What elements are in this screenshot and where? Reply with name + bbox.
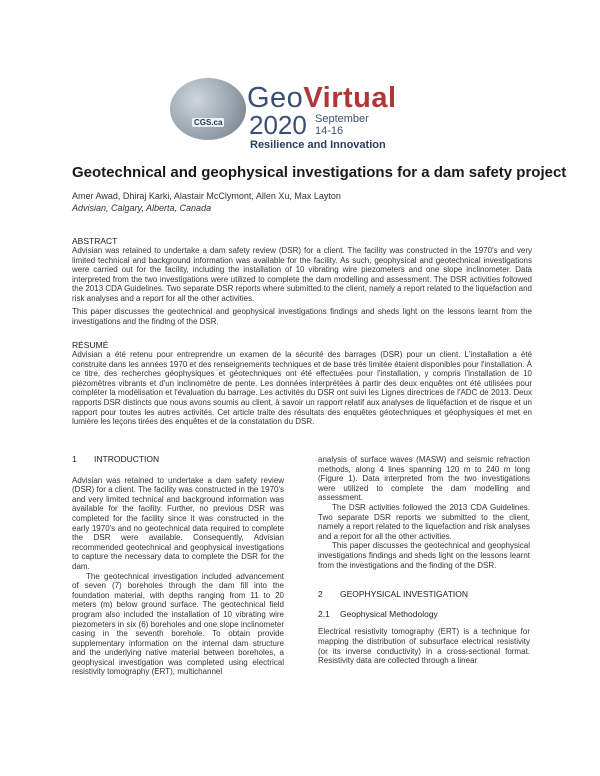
logo-virtual: Virtual	[303, 82, 397, 114]
abstract-heading: ABSTRACT	[72, 236, 118, 246]
intro-number: 1	[72, 454, 77, 464]
resume-paragraph: Advisian a été retenu pour entreprendre un examen de la sécurité des barrages (DSR) pour un client. L'installation a été construite dans les années 1970 et des renseignements techniques et de base très limitée étaient disponibles pour l'installation. À ce titre, des recherches géophysiques et géotechniques ont été effectuées pour l'installation, y compris l'installation de 10 piézomètres vibrants et d'un inclinomètre de pente. Les données interprétées à partir des deux enquêtes ont été utilisées pour compléter la modélisation et l'évaluation du barrage. Les activités du DSR ont suivi les Lignes directrices de l'ADC de 2013. Deux rapports DSR distincts que nous avons soumis au client, à savoir un rapport relatif aux analyses de liquéfaction et de risque et un rapport pour toutes les autres activités. Cet article traite des résultats des enquêtes géotechniques et géophysiques et met en lumière les leçons tirées des enquêtes et de la constatation du DSR.	[72, 350, 532, 427]
paper-authors: Amer Awad, Dhiraj Karki, Alastair McClymont, Allen Xu, Max Layton	[72, 191, 341, 201]
geophysical-method-number: 2.1	[318, 608, 330, 619]
geophysical-method-title: Geophysical Methodology	[340, 608, 438, 619]
cgs-badge: CGS.ca	[194, 118, 223, 127]
logo-month: September	[315, 113, 369, 125]
intro-paragraph-4: This paper discusses the geotechnical and geophysical investigations findings and sheds light on the lessons learnt from the investigations and the finding of the DSR.	[318, 541, 530, 570]
globe-icon	[170, 78, 246, 140]
intro-heading	[72, 455, 284, 465]
geovirtual-logo	[170, 78, 397, 151]
right-column	[318, 455, 530, 666]
logo-year: 2020	[249, 110, 307, 140]
geophysical-heading	[318, 590, 530, 600]
intro-paragraph-2-continued: analysis of surface waves (MASW) and seismic refraction methods, along 4 lines spanning 120 m to 240 m long (Figure 1). Data interpreted from the two investigations were utilized to complete the dam modelling and assessment.	[318, 455, 530, 503]
left-column	[72, 455, 284, 677]
geophysical-method-heading	[318, 610, 530, 620]
abstract-paragraph-1: Advisian was retained to undertake a dam safety review (DSR) for a client. The facility was constructed in the 1970's and very limited technical and background information was available for the facility. As such, geophysical and geotechnical investigations were carried out for the facility, including the installation of 10 vibrating wire piezometers and one slope inclinometer. Data interpreted from the two investigations were utilized to complete the dam modelling and assessment. The DSR activities followed the 2013 CDA Guidelines. Two separate DSR reports where submitted to the client, namely a report related to the liquefaction and risk analyses and a report for all the other activities.	[72, 246, 532, 303]
paper-title: Geotechnical and geophysical investigations for a dam safety project	[72, 164, 567, 181]
logo-days: 14-16	[315, 125, 344, 137]
intro-paragraph-3: The DSR activities followed the 2013 CDA Guidelines. Two separate DSR reports we submitted to the client, namely a report related to the liquefaction and risk analyses and a report for all the other activities.	[318, 502, 530, 541]
intro-paragraph-1: Advisian was retained to undertake a dam safety review (DSR) for a client. The facility was constructed in the 1970's and very limited technical and background information was available for the facility. Further, no previous DSR was completed for the facility since it was constructed in the early 1970's and no geotechnical data required to complete the DSR were available. Consequently, Advisian recommended geotechnical and geophysical investigations to capture the necessary data to complete the DSR for the dam.	[72, 475, 284, 571]
intro-paragraph-2: The geotechnical investigation included advancement of seven (7) boreholes through the dam fill into the foundation material, with depths ranging from 11 to 20 meters (m) below ground surface. The geotechnical field program also included the installation of 10 vibrating wire piezometers in six (6) boreholes and one slope inclinometer casing in the seventh borehole. To obtain provide supplementary information on the internal dam structure and the underlying native material between boreholes, a geophysical investigation was completed using electrical resistivity tomography (ERT), multichannel	[72, 571, 284, 677]
logo-geo: Geo	[247, 82, 304, 114]
resume-heading: RÉSUMÉ	[72, 340, 109, 350]
logo-wordmark	[247, 84, 397, 113]
intro-title: INTRODUCTION	[94, 454, 160, 464]
paper-affiliation: Advisian, Calgary, Alberta, Canada	[72, 203, 212, 213]
logo-tagline: Resilience and Innovation	[250, 139, 386, 151]
abstract-paragraph-2: This paper discusses the geotechnical and geophysical investigations findings and sheds light on the lessons learnt from the investigations and the finding of the DSR.	[72, 307, 532, 326]
geophysical-paragraph-1: Electrical resistivity tomography (ERT) is a technique for mapping the distribution of subsurface electrical resistivity (or its inverse conductivity) in a cross-sectional format. Resistivity data are collected through a linear	[318, 627, 530, 666]
geophysical-title: GEOPHYSICAL INVESTIGATION	[340, 589, 468, 600]
geophysical-number: 2	[318, 589, 323, 600]
logo-dates	[315, 113, 369, 137]
